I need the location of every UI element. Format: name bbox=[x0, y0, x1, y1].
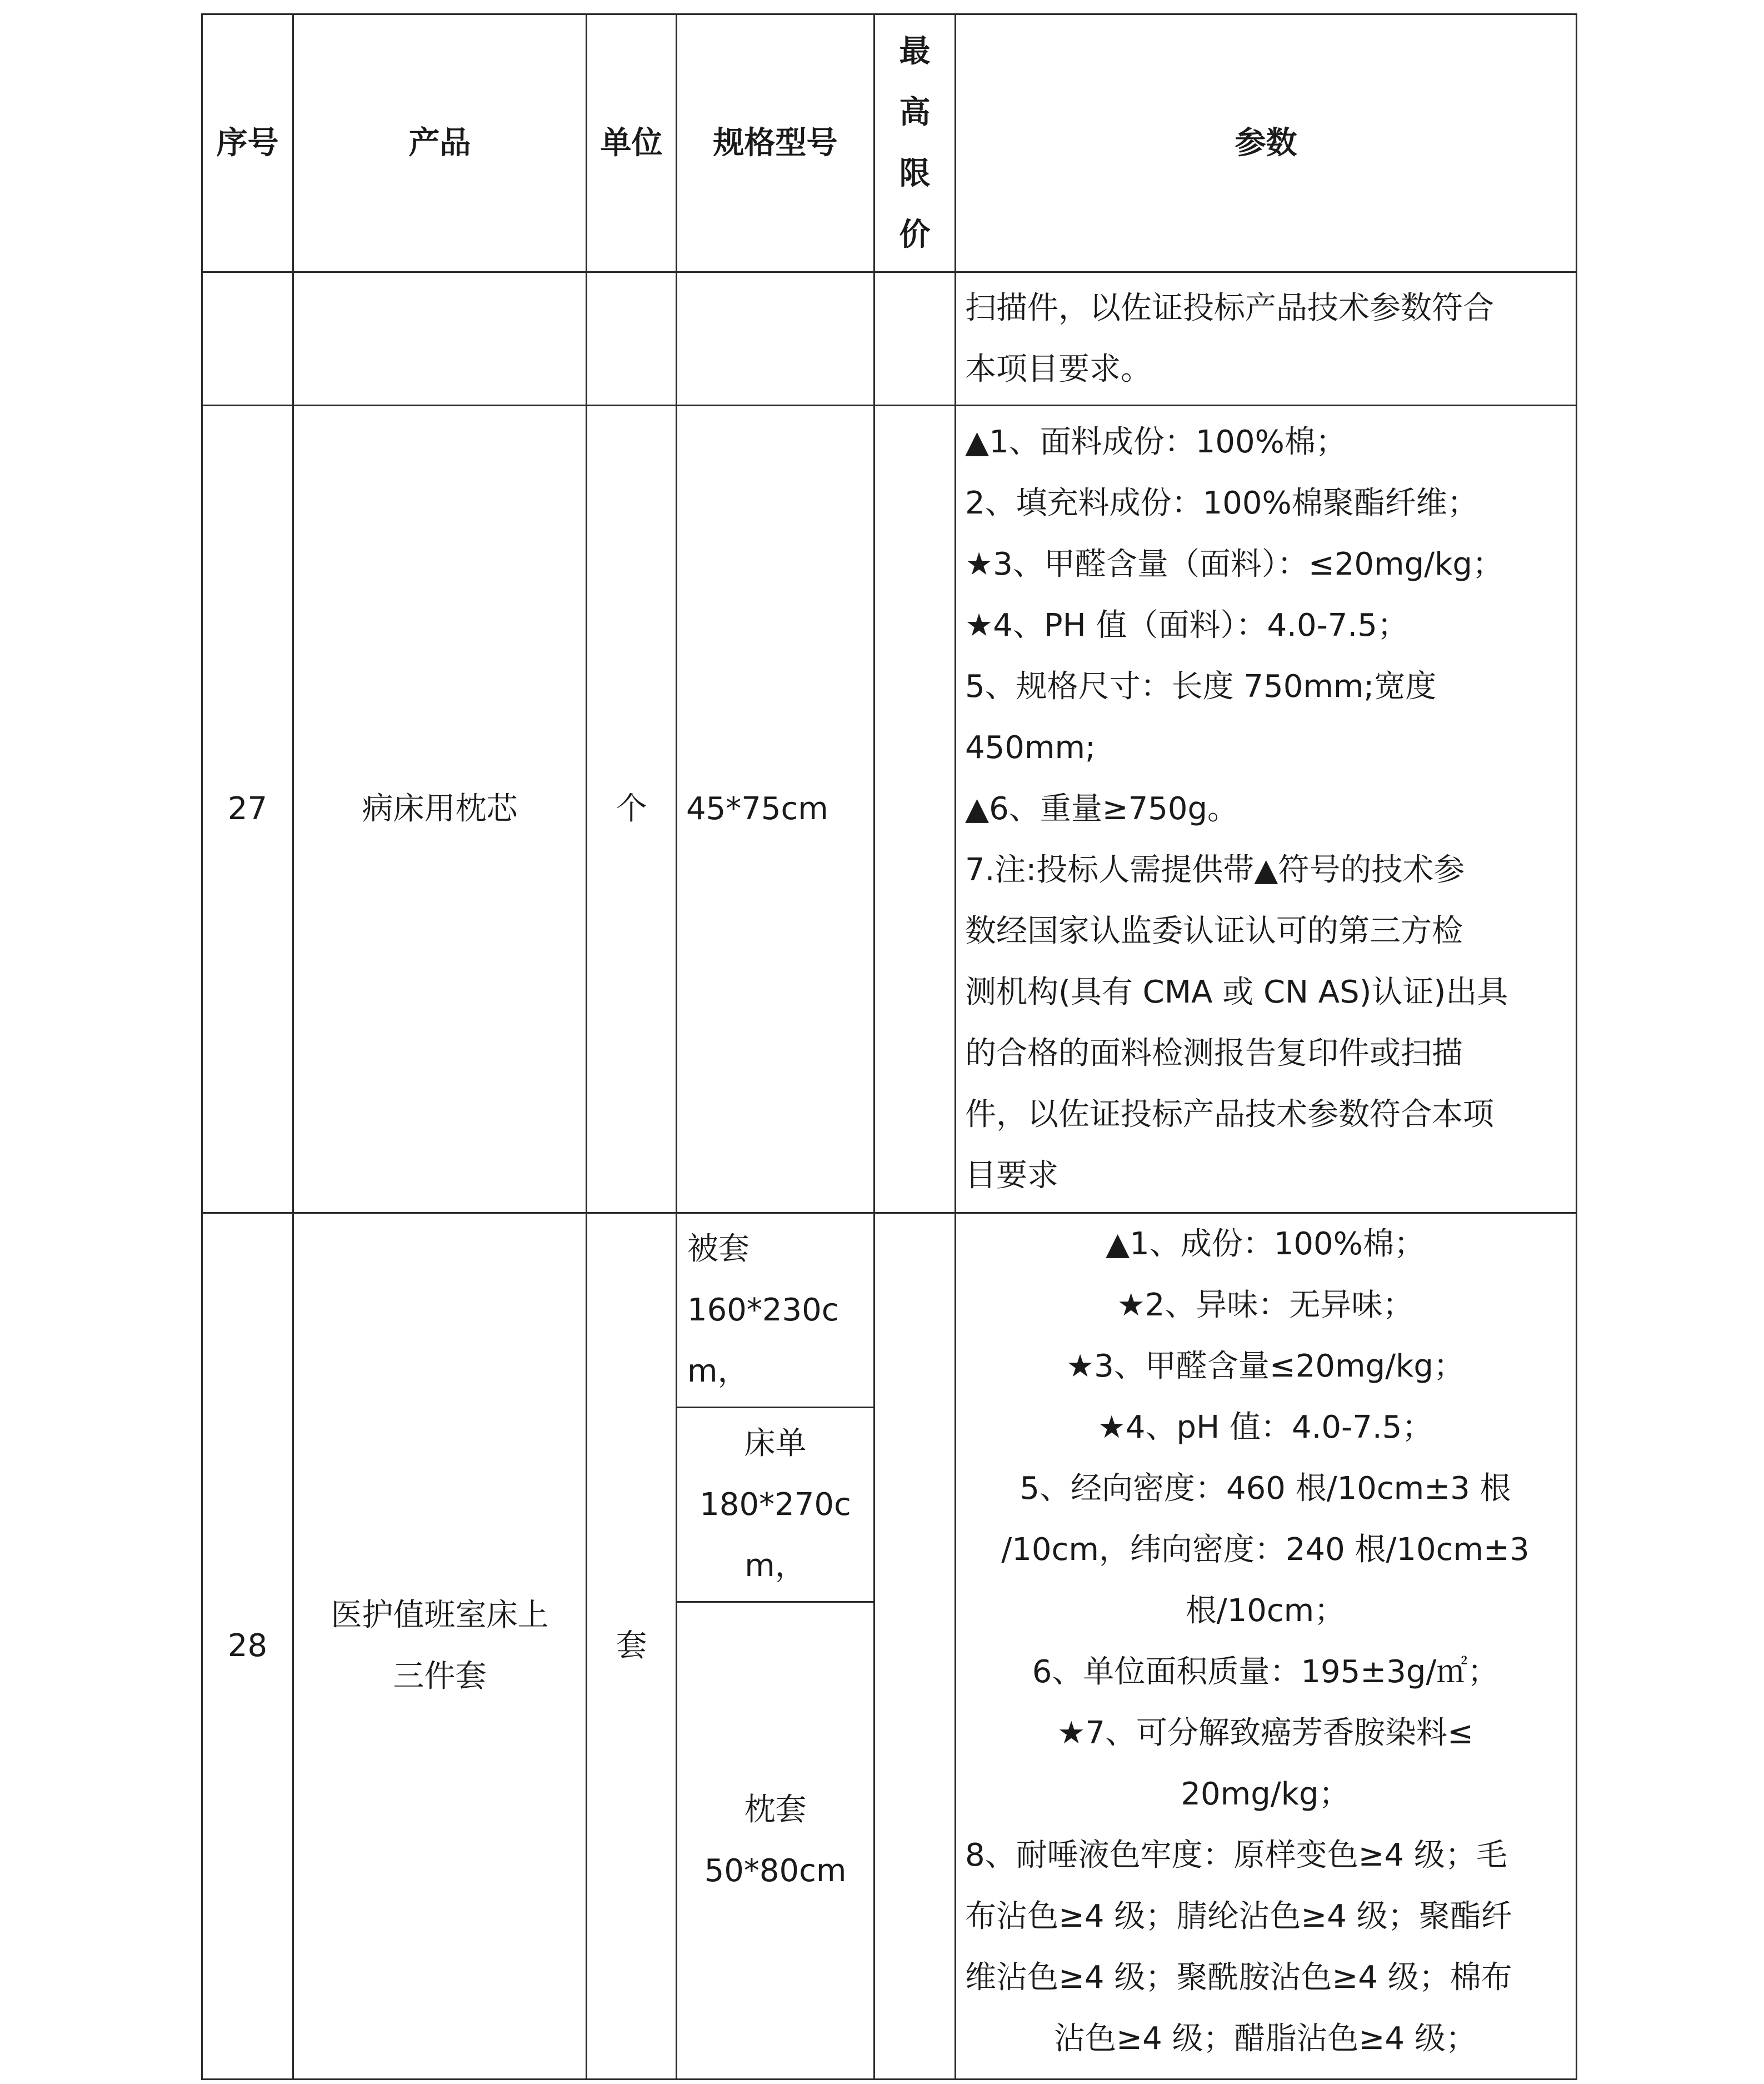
cell-index: 27 bbox=[202, 406, 293, 1213]
cell-product bbox=[293, 1213, 587, 2080]
param-line: ★3、甲醛含量（面料）：≤20mg/kg； bbox=[965, 546, 1503, 582]
spec-line: 160*230c bbox=[687, 1292, 839, 1328]
product-line: 三件套 bbox=[393, 1658, 487, 1694]
cell-empty bbox=[677, 272, 874, 406]
param-line: 450mm; bbox=[965, 730, 1096, 766]
cell-unit: 套 bbox=[587, 1213, 677, 2080]
param-line: ★2、异味：无异味； bbox=[1117, 1287, 1414, 1323]
cell-index: 28 bbox=[202, 1213, 293, 2080]
cell-params bbox=[956, 1213, 1577, 2080]
spec-line: 50*80cm bbox=[704, 1853, 847, 1889]
param-line: 测机构(具有 CMA 或 CN AS)认证)出具 bbox=[965, 974, 1508, 1010]
param-line: 数经国家认监委认证认可的第三方检 bbox=[965, 913, 1463, 949]
header-product: 产品 bbox=[293, 14, 587, 272]
spec-line: 枕套 bbox=[744, 1792, 807, 1828]
header-max-price-char: 高 bbox=[899, 94, 931, 131]
cell-spec-pillowcase bbox=[677, 1602, 874, 2080]
spec-line: m， bbox=[687, 1353, 749, 1389]
cell-max-price bbox=[874, 406, 956, 1213]
param-line: 布沾色≥4 级；腈纶沾色≥4 级；聚酯纤 bbox=[965, 1898, 1512, 1935]
cell-empty bbox=[587, 272, 677, 406]
param-line: 6、单位面积质量：195±3g/㎡； bbox=[1032, 1654, 1499, 1690]
cell-spec-duvet bbox=[677, 1213, 874, 1408]
cell-spec: 45*75cm bbox=[677, 406, 874, 1213]
param-line: ▲1、面料成份：100%棉； bbox=[965, 424, 1347, 460]
param-line: 2、填充料成份：100%棉聚酯纤维； bbox=[965, 485, 1478, 521]
cell-max-price bbox=[874, 1213, 956, 2080]
header-index: 序号 bbox=[202, 14, 293, 272]
header-max-price-char: 限 bbox=[899, 155, 931, 192]
param-line: 件，以佐证投标产品技术参数符合本项 bbox=[965, 1096, 1494, 1133]
param-line: 维沾色≥4 级；聚酰胺沾色≥4 级；棉布 bbox=[965, 1960, 1512, 1996]
table-row-27 bbox=[202, 406, 1577, 1213]
spec-line: 被套 bbox=[687, 1230, 749, 1267]
header-unit: 单位 bbox=[587, 14, 677, 272]
param-line: 5、规格尺寸：长度 750mm;宽度 bbox=[965, 669, 1437, 705]
param-line: ★7、可分解致癌芳香胺染料≤ bbox=[1057, 1715, 1473, 1751]
product-line: 医护值班室床上 bbox=[331, 1597, 549, 1633]
table-row-28 bbox=[202, 1213, 1577, 1408]
param-line: ▲6、重量≥750g。 bbox=[965, 791, 1239, 827]
param-line: 根/10cm； bbox=[1185, 1593, 1346, 1629]
param-line: ▲1、成份：100%棉； bbox=[1106, 1226, 1425, 1262]
param-line: ★4、PH 值（面料）：4.0-7.5； bbox=[965, 607, 1408, 644]
cell-params bbox=[956, 406, 1577, 1213]
param-line: /10cm，纬向密度：240 根/10cm±3 bbox=[1001, 1532, 1530, 1568]
header-spec: 规格型号 bbox=[677, 14, 874, 272]
spec-table bbox=[201, 13, 1577, 2080]
cell-empty bbox=[293, 272, 587, 406]
cell-unit: 个 bbox=[587, 406, 677, 1213]
param-line: 目要求 bbox=[965, 1158, 1058, 1194]
cell-empty bbox=[874, 272, 956, 406]
param-line: 本项目要求。 bbox=[965, 351, 1152, 387]
spec-line: 180*270c bbox=[699, 1486, 851, 1523]
spec-line: 床单 bbox=[744, 1425, 807, 1462]
param-line: 扫描件，以佐证投标产品技术参数符合 bbox=[965, 290, 1494, 326]
header-row bbox=[202, 14, 1577, 272]
param-line: 7.注:投标人需提供带▲符号的技术参 bbox=[965, 852, 1465, 888]
param-line: 的合格的面料检测报告复印件或扫描 bbox=[965, 1035, 1463, 1071]
cell-product: 病床用枕芯 bbox=[293, 406, 587, 1213]
param-line: ★4、pH 值：4.0-7.5； bbox=[1097, 1409, 1433, 1445]
header-params: 参数 bbox=[956, 14, 1577, 272]
header-max-price-char: 价 bbox=[899, 216, 931, 253]
table-row-continuation bbox=[202, 272, 1577, 406]
cell-params bbox=[956, 272, 1577, 406]
spec-line: m， bbox=[744, 1547, 806, 1584]
cell-empty bbox=[202, 272, 293, 406]
param-line: 5、经向密度：460 根/10cm±3 根 bbox=[1020, 1470, 1511, 1507]
header-max-price bbox=[874, 14, 956, 272]
param-line: 8、耐唾液色牢度：原样变色≥4 级；毛 bbox=[965, 1837, 1507, 1873]
param-line: 20mg/kg； bbox=[1181, 1776, 1350, 1812]
param-line: ★3、甲醛含量≤20mg/kg； bbox=[1066, 1348, 1465, 1384]
cell-spec-sheet bbox=[677, 1408, 874, 1602]
header-max-price-char: 最 bbox=[899, 33, 931, 69]
param-line: 沾色≥4 级；醋脂沾色≥4 级； bbox=[1054, 2021, 1477, 2057]
